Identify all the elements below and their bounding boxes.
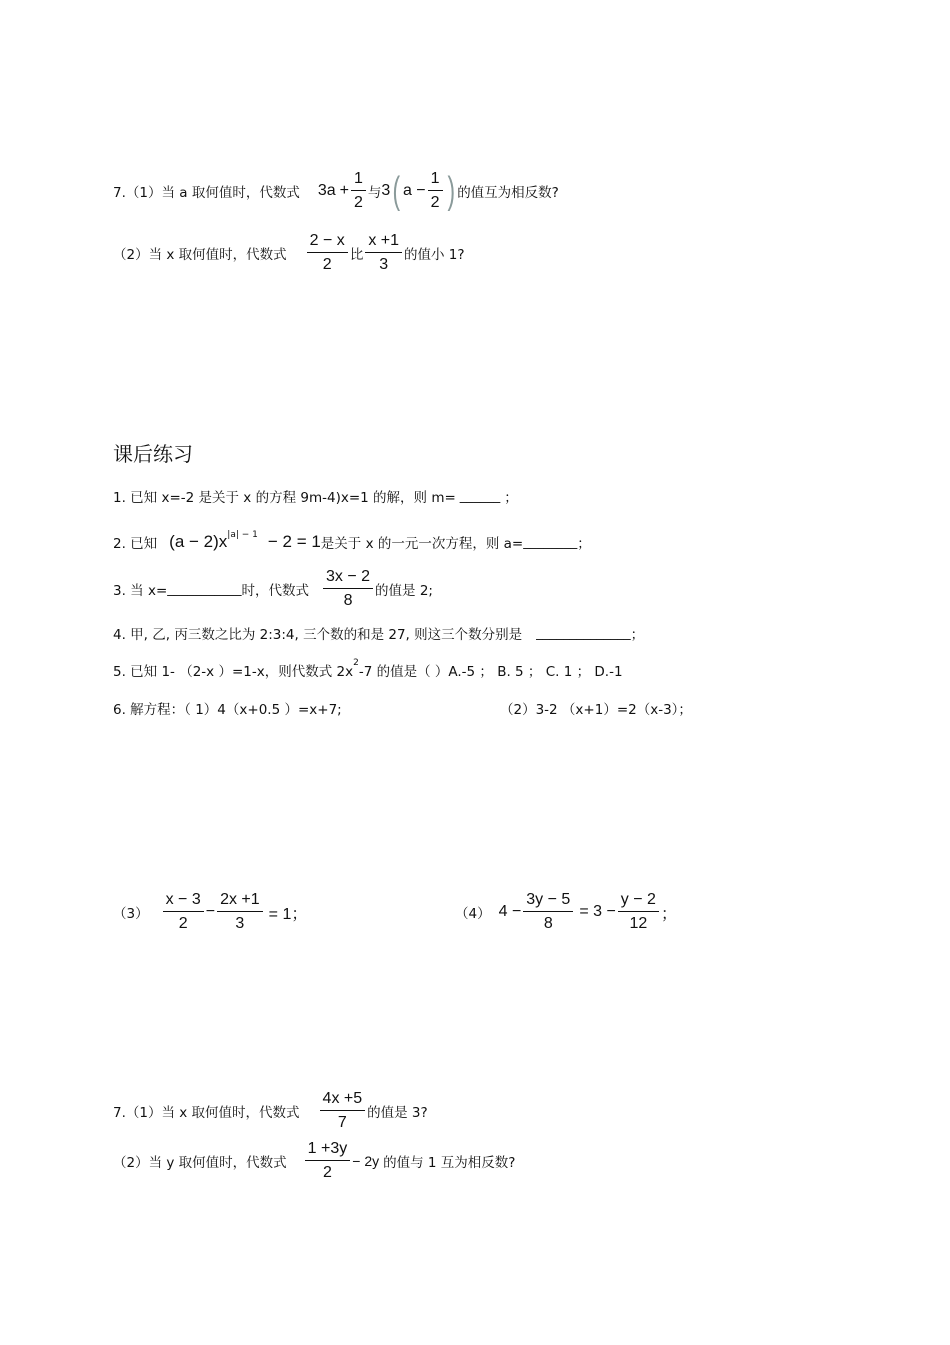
denominator: 2 (323, 1164, 332, 1181)
q7b-line1-prefix: 7.（1）当 x 取何值时，代数式 (113, 1105, 300, 1121)
q7b-fraction-1 (320, 1091, 366, 1131)
q7b-line2 (113, 1138, 515, 1184)
denominator: 2 (178, 915, 188, 932)
exercise-2-blank: ________ (523, 534, 578, 550)
left-paren-icon: ( (392, 170, 401, 212)
exercise-4-blank: ______________ (536, 625, 631, 641)
exercise-3-prefix: 3. 当 x= (113, 583, 168, 599)
equation-3-fraction-2 (217, 892, 263, 932)
equation-4-label: （4） (455, 906, 491, 922)
denominator: 2 (353, 194, 363, 211)
exercise-6-left (113, 698, 342, 718)
exercise-3 (113, 566, 433, 612)
exercise-2-end: ； (577, 536, 591, 552)
q7a-fraction-1 (351, 171, 366, 211)
numerator: 3x − 2 (323, 569, 373, 589)
denominator: 7 (337, 1114, 347, 1131)
exercise-6-right-text: （2）3-2 （x+1）=2（x-3）； (500, 702, 692, 718)
q7a-line2-suffix: 的值小 1? (404, 247, 465, 263)
q7b-fraction-2 (305, 1141, 351, 1181)
numerator: 1 (351, 171, 366, 191)
q7b-line2-suffix: 的值与 1 互为相反数? (383, 1155, 516, 1171)
equation-3 (113, 888, 307, 936)
equation-4-fraction-1 (523, 892, 573, 932)
numerator: 3y − 5 (523, 892, 573, 912)
exercise-2-prefix: 2. 已知 (113, 536, 158, 552)
q7b-minus-2y: − 2y (352, 1153, 380, 1169)
exercise-5 (113, 660, 623, 680)
exercise-4-text: 4. 甲, 乙, 丙三数之比为 2:3:4, 三个数的和是 27, 则这三个数分别是 (113, 627, 523, 643)
equation-4 (455, 888, 677, 936)
equation-3-minus: − (205, 903, 216, 920)
q7a-fraction-2 (428, 171, 443, 211)
denominator: 2 (322, 256, 332, 273)
q7a-line1 (113, 166, 559, 216)
denominator: 12 (629, 915, 648, 932)
section-title: 课后练习 (113, 442, 193, 466)
exercise-5-prefix: 5. 已知 1- （2-x ）=1-x，则代数式 2x (113, 664, 354, 680)
equation-4-suffix: ； (660, 905, 677, 923)
exercise-1 (113, 486, 518, 506)
exercise-3-blank-1: ______ (167, 581, 208, 597)
numerator: y − 2 (618, 892, 659, 912)
exercise-4-end: ； (630, 627, 645, 643)
denominator: 8 (543, 915, 553, 932)
exercise-2-suffix: 是关于 x 的一元一次方程，则 a= (320, 536, 524, 552)
exercise-2-expr2: − 2 = 1 (267, 532, 321, 551)
q7a-term-3a: 3a (317, 182, 336, 199)
q7a-line1-prefix: 7.（1）当 a 取何值时，代数式 (113, 185, 300, 201)
q7a-bi: 比 (349, 247, 364, 263)
q7a-yu: 与 (367, 185, 382, 201)
denominator: 8 (343, 592, 353, 609)
q7a-plus: + (339, 182, 349, 199)
q7b-line1-suffix: 的值是 3? (367, 1105, 428, 1121)
numerator: x − 3 (163, 892, 204, 912)
exercise-6-left-text: 6. 解方程：（ 1）4（x+0.5 ）=x+7; (113, 702, 342, 718)
q7a-a-minus: a − (402, 182, 426, 199)
equation-3-label: （3） (113, 906, 149, 922)
exercise-6-right (500, 698, 692, 718)
denominator: 3 (235, 915, 245, 932)
numerator: 4x +5 (320, 1091, 366, 1111)
equation-4-fraction-2 (618, 892, 659, 932)
q7a-line1-suffix: 的值互为相反数? (457, 185, 559, 201)
equation-4-mid: = 3 − (579, 903, 616, 920)
exercise-5-exponent: 2 (353, 658, 359, 668)
exercise-3-fraction (323, 569, 373, 609)
numerator: 2x +1 (217, 892, 263, 912)
equation-3-fraction-1 (163, 892, 204, 932)
q7b-line1 (113, 1088, 428, 1134)
q7a-three: 3 (381, 182, 391, 199)
exercise-3-mid: 时，代数式 (241, 583, 310, 599)
exercise-4 (113, 623, 644, 643)
q7a-line2-prefix: （2）当 x 取何值时，代数式 (113, 247, 287, 263)
exercise-1-blank: ______ (459, 488, 501, 504)
q7a-fraction-4 (365, 233, 402, 273)
numerator: 2 − x (307, 233, 348, 253)
q7a-fraction-3 (307, 233, 348, 273)
numerator: 1 (428, 171, 443, 191)
exercise-2 (113, 528, 591, 556)
exercise-1-text: 1. 已知 x=-2 是关于 x 的方程 9m-4)x=1 的解，则 m= (113, 490, 456, 506)
q7a-line2 (113, 228, 465, 278)
exercise-3-suffix: 的值是 2; (375, 583, 433, 599)
right-paren-icon: ) (447, 170, 455, 212)
exercise-2-exponent: |a| − 1 (227, 530, 258, 540)
denominator: 3 (379, 256, 389, 273)
exercise-1-end: ； (504, 490, 518, 506)
exercise-2-expr1: (a − 2)x (169, 532, 228, 551)
exercise-3-blank-2: _____ (207, 581, 242, 597)
q7b-line2-prefix: （2）当 y 取何值时，代数式 (113, 1155, 287, 1171)
equation-3-suffix: = 1； (268, 905, 308, 923)
equation-4-four: 4 − (498, 903, 522, 920)
denominator: 2 (430, 194, 440, 211)
exercise-5-suffix: -7 的值是（ ）A.-5 ； B. 5 ； C. 1 ； D.-1 (358, 664, 623, 680)
numerator: 1 +3y (305, 1141, 351, 1161)
numerator: x +1 (365, 233, 402, 253)
